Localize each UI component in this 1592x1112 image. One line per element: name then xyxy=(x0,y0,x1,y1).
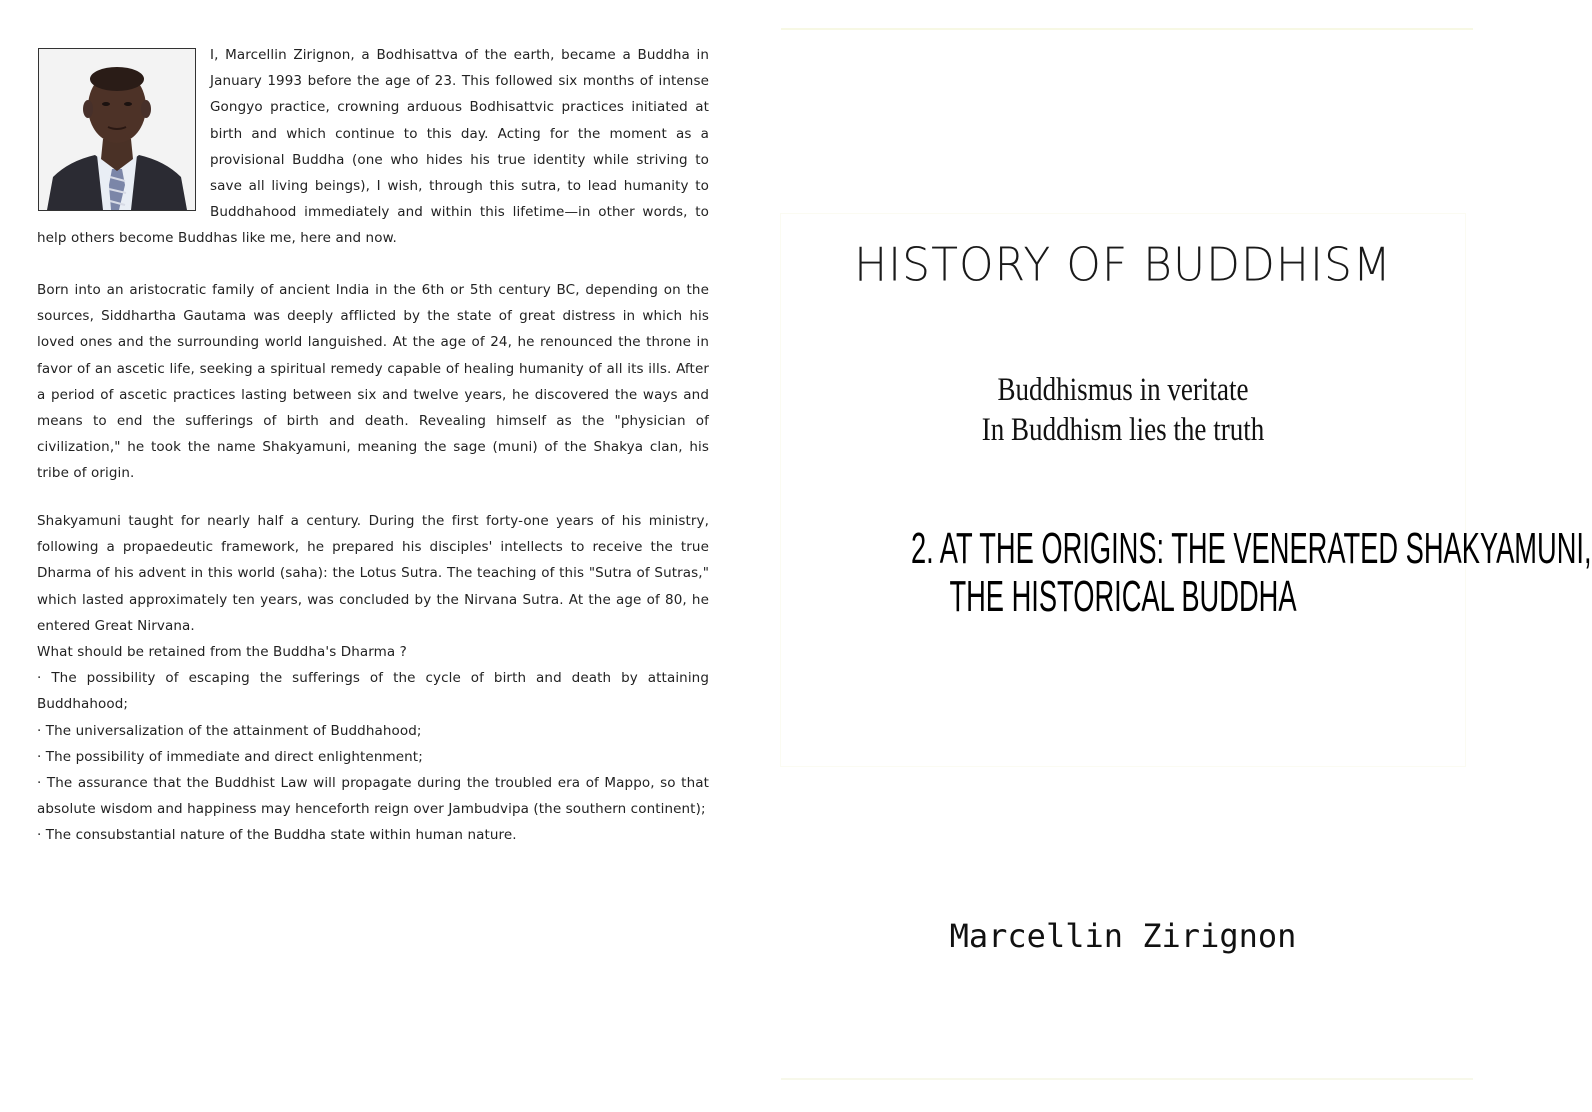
volume-title-line-2: THE HISTORICAL BUDDHA xyxy=(949,572,1297,621)
history-paragraph xyxy=(37,277,709,487)
dharma-point: · The universalization of the attainment of Buddhahood; xyxy=(37,722,422,739)
paragraph-siddhartha: Born into an aristocratic family of ancient India in the 6th or 5th century BC, depending on the sources, Siddhartha Gautama was deeply afflicted by the state of great distress in which his loved ones and the surrounding world languished. At the age of 24, he renounced the throne in favor of an ascetic life, seeking a spiritual remedy capable of healing humanity of all its ills. After a period of ascetic practices lasting between six and twelve years, he discovered the ways and means to end the sufferings of birth and death. Revealing himself as the "physician of civilization," he took the name Shakyamuni, meaning the sage (muni) of the Shakya clan, his tribe of origin. xyxy=(37,282,709,482)
paragraph-teaching: Shakyamuni taught for nearly half a century. During the first forty-one years of his ministry, following a propaedeutic framework, he prepared his disciples' intellects to receive the true Dharma of his advent in this world (saha): the Lotus Sutra. The teaching of this "Sutra of Sutras," which lasted approximately ten years, was concluded by the Nirvana Sutra. At the age of 80, he entered Great Nirvana. xyxy=(37,513,709,634)
series-title: HISTORY OF BUDDHISM xyxy=(854,238,1392,293)
top-border-strip xyxy=(781,28,1473,30)
volume-title-line-1: 2. AT THE ORIGINS: THE VENERATED SHAKYAMUNI, xyxy=(910,524,1592,573)
front-cover-panel xyxy=(781,214,1592,766)
dharma-point: · The possibility of immediate and direct enlightenment; xyxy=(37,748,423,765)
author-name: Marcellin Zirignon xyxy=(949,917,1297,955)
teaching-section xyxy=(37,508,709,849)
back-cover xyxy=(0,0,750,1112)
dharma-question: What should be retained from the Buddha's Dharma ? xyxy=(37,644,407,661)
motto-english: In Buddhism lies the truth xyxy=(981,412,1265,448)
dharma-point: · The assurance that the Buddhist Law will propagate during the troubled era of Mappo, so that absolute wisdom and happiness may henceforth reign over Jambudvipa (the southern continent); xyxy=(37,775,709,818)
dharma-point: · The possibility of escaping the sufferings of the cycle of birth and death by attaining Buddhahood; xyxy=(37,670,709,713)
motto-latin: Buddhismus in veritate xyxy=(997,372,1249,408)
author-bio-paragraph xyxy=(37,42,709,252)
bottom-border-strip xyxy=(781,1078,1473,1080)
bio-text: I, Marcellin Zirignon, a Bodhisattva of the earth, became a Buddha in January 1993 before the age of 23. This followed six months of intense Gongyo practice, crowning arduous Bodhisattvic practices initiated at birth and which continue to this day. Acting for the moment as a provisional Buddha (one who hides his true identity while striving to save all living beings), I wish, through this sutra, to lead humanity to Buddhahood immediately and within this lifetime—in other words, to help others become Buddhas like me, here and now. xyxy=(37,47,709,247)
dharma-point: · The consubstantial nature of the Buddha state within human nature. xyxy=(37,827,517,844)
